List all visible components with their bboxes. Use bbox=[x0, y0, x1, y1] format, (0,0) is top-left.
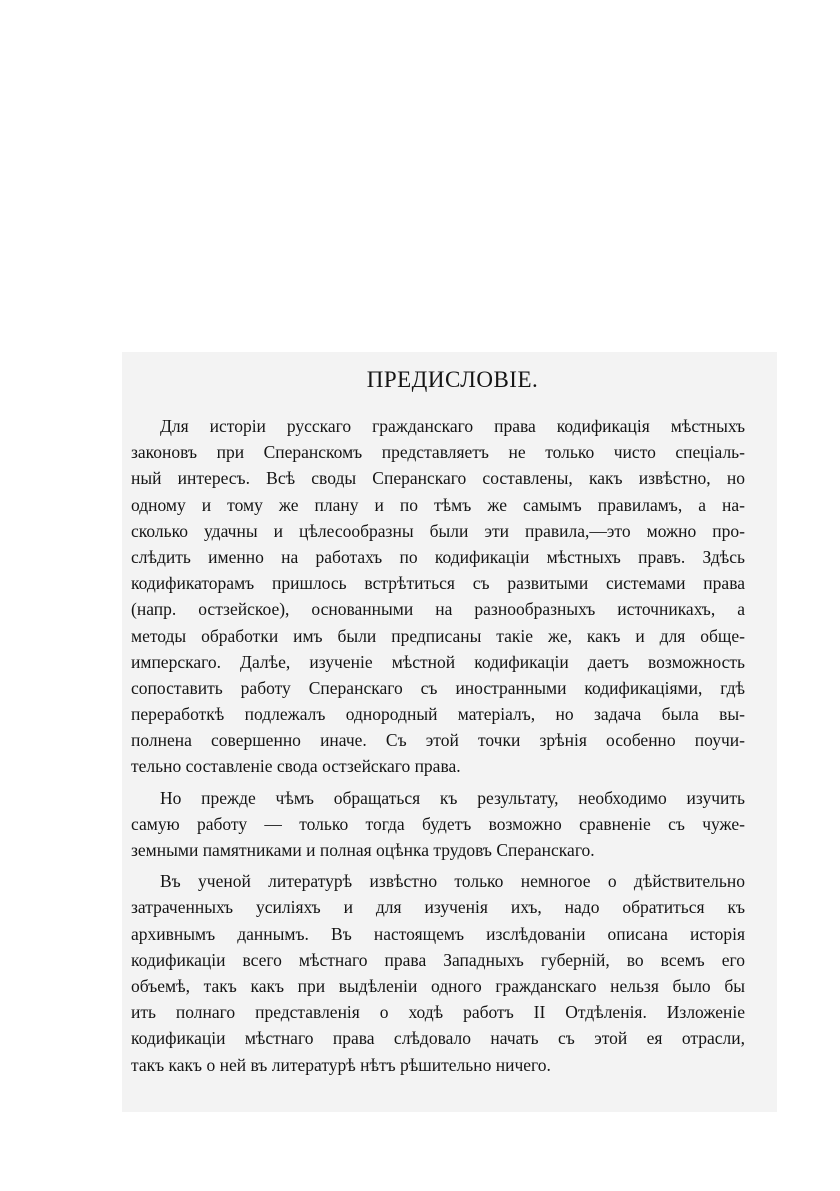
text-line: одному и тому же плану и по тѣмъ же самымъ правиламъ, а на- bbox=[131, 494, 745, 515]
text-line: затраченныхъ усиліяхъ и для изученія ихъ, надо обратиться къ bbox=[131, 897, 745, 918]
text-line: методы обработки имъ были предписаны такіе же, какъ и для обще- bbox=[131, 625, 745, 646]
text-line: переработкѣ подлежалъ однородный матеріалъ, но задача была вы- bbox=[131, 704, 745, 725]
text-line: кодификаціи мѣстнаго права слѣдовало начать съ этой ея отрасли, bbox=[131, 1028, 745, 1049]
text-line: ить полнаго представленія о ходѣ работъ II Отдѣленія. Изложеніе bbox=[131, 1002, 745, 1023]
text-line: сопоставить работу Сперанскаго съ иностранными кодификаціями, гдѣ bbox=[131, 677, 745, 698]
preface-body bbox=[131, 413, 745, 1083]
text-line: кодификаторамъ пришлось встрѣтиться съ развитыми системами права bbox=[131, 573, 745, 594]
text-line: Но прежде чѣмъ обращаться къ результату, необходимо изучить bbox=[160, 787, 745, 808]
text-line: объемѣ, такъ какъ при выдѣленіи одного гражданскаго нельзя было бы bbox=[131, 975, 745, 996]
text-line: (напр. остзейское), основанными на разнообразныхъ источникахъ, а bbox=[131, 599, 745, 620]
text-line: архивнымъ даннымъ. Въ настоящемъ изслѣдованіи описана исторія bbox=[131, 923, 745, 944]
text-line: полнена совершенно иначе. Съ этой точки зрѣнія особенно поучи- bbox=[131, 730, 745, 751]
page-title: ПРЕДИСЛОВІЕ. bbox=[366, 367, 539, 392]
text-line: такъ какъ о ней въ литературѣ нѣтъ рѣшительно ничего. bbox=[131, 1054, 551, 1075]
text-line: слѣдить именно на работахъ по кодификаціи мѣстныхъ правъ. Здѣсь bbox=[131, 546, 745, 567]
text-line: Въ ученой литературѣ извѣстно только немногое о дѣйствительно bbox=[160, 871, 745, 892]
text-line: Для исторіи русскаго гражданскаго права кодификація мѣстныхъ bbox=[160, 416, 745, 436]
text-line: кодификаціи всего мѣстнаго права Западныхъ губерній, во всемъ его bbox=[131, 949, 745, 970]
paragraph bbox=[131, 413, 745, 780]
text-line: земными памятниками и полная оцѣнка трудовъ Сперанскаго. bbox=[131, 840, 595, 860]
text-line: имперскаго. Далѣе, изученіе мѣстной кодификаціи даетъ возможность bbox=[131, 651, 745, 672]
text-line: сколько удачны и цѣлесообразны были эти правила,—это можно про- bbox=[131, 520, 745, 541]
text-line: самую работу — только тогда будетъ возможно сравненіе съ чуже- bbox=[131, 813, 745, 834]
text-line: законовъ при Сперанскомъ представляетъ не только чисто спеціаль- bbox=[131, 442, 745, 463]
paragraph bbox=[131, 785, 745, 864]
paragraph bbox=[131, 868, 745, 1078]
text-line: тельно составленіе свода остзейскаго права. bbox=[131, 756, 461, 777]
text-line: ный интересъ. Всѣ своды Сперанскаго составлены, какъ извѣстно, но bbox=[131, 468, 745, 489]
